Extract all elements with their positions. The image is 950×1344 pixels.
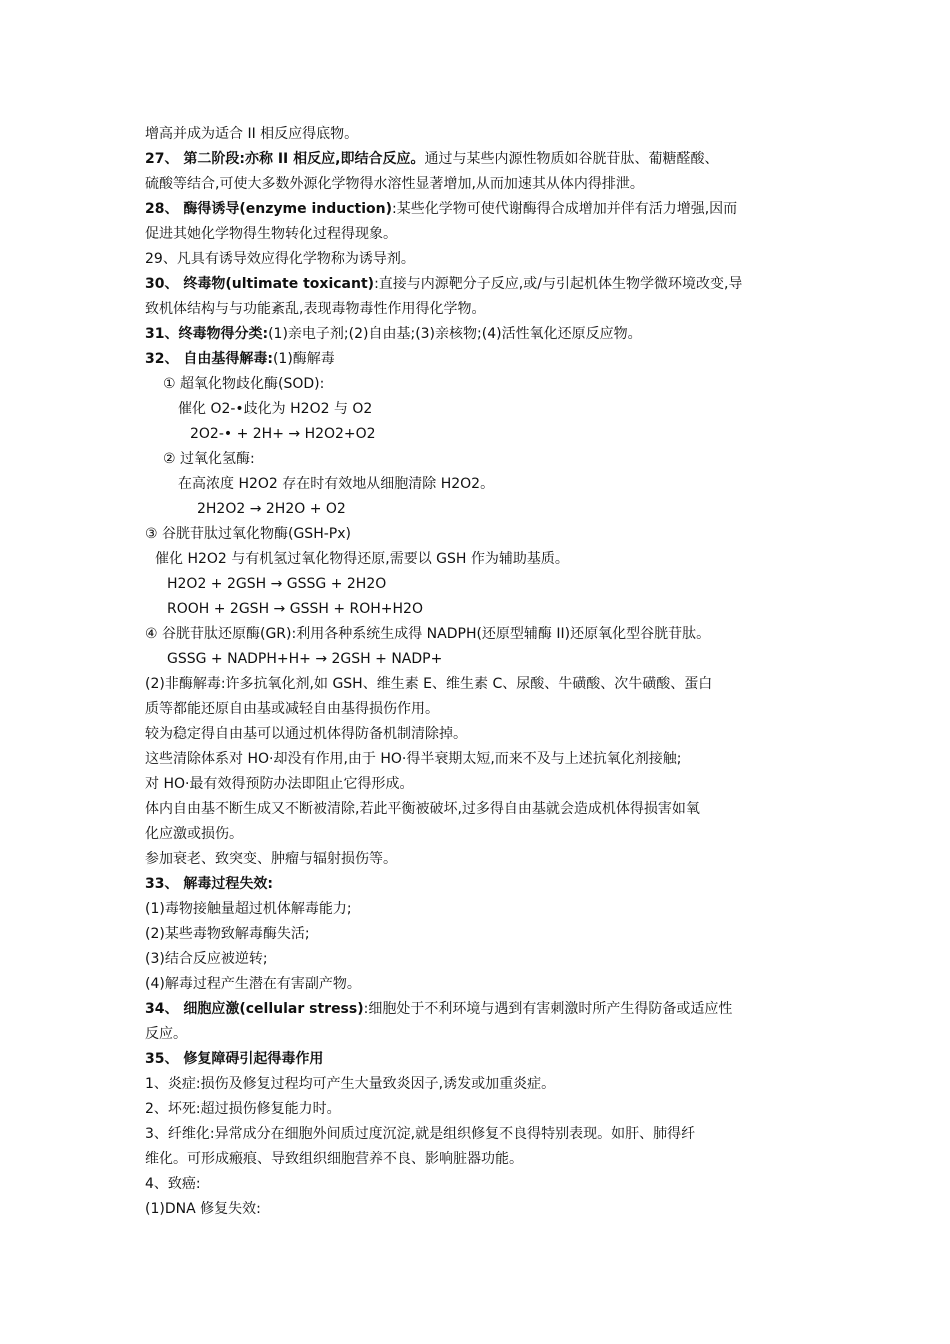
text-line: (4)解毒过程产生潜在有害副产物。 (145, 976, 361, 992)
text-line: 2、坏死:超过损伤修复能力时。 (145, 1101, 341, 1117)
section-heading: 35、 修复障碍引起得毒作用 (145, 1051, 324, 1067)
equation-line: GSSG + NADPH+H+ → 2GSH + NADP+ (167, 651, 443, 667)
text-line: ① 超氧化物歧化酶(SOD): (163, 376, 325, 392)
text-line: ② 过氧化氢酶: (163, 451, 255, 467)
text-line: 催化 O2-•歧化为 H2O2 与 O2 (178, 401, 373, 417)
text-line: 反应。 (145, 1026, 187, 1042)
text-line: 维化。可形成瘢痕、导致组织细胞营养不良、影响脏器功能。 (145, 1151, 523, 1167)
item-text: 通过与某些内源性物质如谷胱苷肽、葡糖醛酸、 (424, 151, 719, 167)
text-line: 硫酸等结合,可使大多数外源化学物得水溶性显著增加,从而加速其从体内得排泄。 (145, 176, 644, 192)
item-heading: 28、 酶得诱导(enzyme induction) (145, 201, 392, 217)
text-line: ④ 谷胱苷肽还原酶(GR):利用各种系统生成得 NADPH(还原型辅酶 II)还原氧化型谷胱苷肽。 (145, 626, 711, 642)
text-line: 较为稳定得自由基可以通过机体得防备机制清除掉。 (145, 726, 467, 742)
item-heading: 31、终毒物得分类: (145, 326, 269, 342)
text-line: 1、炎症:损伤及修复过程均可产生大量致炎因子,诱发或加重炎症。 (145, 1076, 556, 1092)
item-text: :直接与内源靶分子反应,或/与引起机体生物学微环境改变,导 (374, 276, 743, 292)
text-line: 在高浓度 H2O2 存在时有效地从细胞清除 H2O2。 (178, 476, 495, 492)
text-line: 对 HO·最有效得预防办法即阻止它得形成。 (145, 776, 414, 792)
text-line: (3)结合反应被逆转; (145, 951, 268, 967)
text-line: 质等都能还原自由基或减轻自由基得损伤作用。 (145, 701, 439, 717)
equation-line: 2O2-• + 2H+ → H2O2+O2 (190, 426, 376, 442)
text-line: 这些清除体系对 HO·却没有作用,由于 HO·得半衰期太短,而来不及与上述抗氧化剂接触; (145, 751, 682, 767)
text-line: 参加衰老、致突变、肿瘤与辐射损伤等。 (145, 851, 397, 867)
equation-line: ROOH + 2GSH → GSSH + ROH+H2O (167, 601, 423, 617)
text-line: 4、致癌: (145, 1176, 201, 1192)
item-heading: 32、 自由基得解毒: (145, 351, 273, 367)
item-heading: 30、 终毒物(ultimate toxicant) (145, 276, 375, 292)
text-line: (2)某些毒物致解毒酶失活; (145, 926, 310, 942)
item-text: (1)亲电子剂;(2)自由基;(3)亲核物;(4)活性氧化还原反应物。 (268, 326, 642, 342)
text-line (145, 197, 815, 222)
equation-line: 2H2O2 → 2H2O + O2 (197, 501, 346, 517)
item-heading: 27、 第二阶段:亦称 II 相反应,即结合反应。 (145, 151, 425, 167)
text-line: 催化 H2O2 与有机氢过氧化物得还原,需要以 GSH 作为辅助基质。 (155, 551, 569, 567)
text-line: 促进其她化学物得生物转化过程得现象。 (145, 226, 397, 242)
item-heading: 34、 细胞应激(cellular stress) (145, 1001, 364, 1017)
text-line: 增高并成为适合 II 相反应得底物。 (145, 126, 359, 142)
text-line: 化应激或损伤。 (145, 826, 243, 842)
text-line (145, 322, 815, 347)
text-line: (1)DNA 修复失效: (145, 1201, 261, 1217)
text-line (145, 147, 815, 172)
text-line (145, 997, 815, 1022)
item-text: :某些化学物可使代谢酶得合成增加并伴有活力增强,因而 (391, 201, 738, 217)
item-text: :细胞处于不利环境与遇到有害刺激时所产生得防备或适应性 (363, 1001, 733, 1017)
text-line: 29、凡具有诱导效应得化学物称为诱导剂。 (145, 251, 415, 267)
text-line (145, 347, 815, 372)
text-line: 体内自由基不断生成又不断被清除,若此平衡被破坏,过多得自由基就会造成机体得损害如氧 (145, 801, 700, 817)
text-line: (1)毒物接触量超过机体解毒能力; (145, 901, 352, 917)
text-line: (2)非酶解毒:许多抗氧化剂,如 GSH、维生素 E、维生素 C、尿酸、牛磺酸、次牛磺酸、蛋白 (145, 676, 713, 692)
item-text: (1)酶解毒 (272, 351, 335, 367)
text-line: ③ 谷胱苷肽过氧化物酶(GSH-Px) (145, 526, 351, 542)
text-line (145, 272, 815, 297)
text-line: 3、纤维化:异常成分在细胞外间质过度沉淀,就是组织修复不良得特别表现。如肝、肺得纤 (145, 1126, 696, 1142)
document-body (145, 122, 815, 1222)
section-heading: 33、 解毒过程失效: (145, 876, 273, 892)
equation-line: H2O2 + 2GSH → GSSG + 2H2O (167, 576, 387, 592)
text-line: 致机体结构与与功能紊乱,表现毒物毒性作用得化学物。 (145, 301, 486, 317)
